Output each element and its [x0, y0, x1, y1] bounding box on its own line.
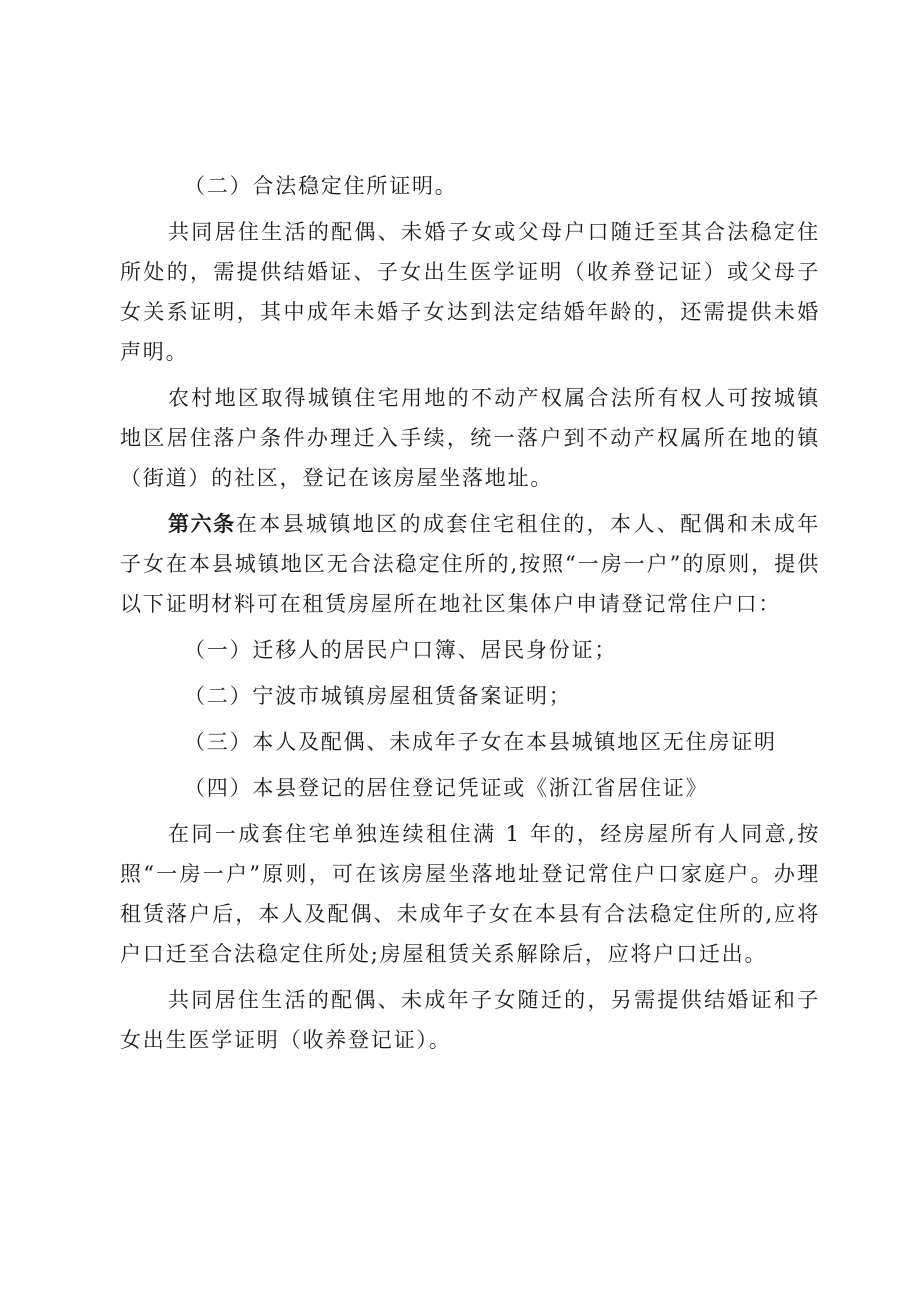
paragraph-legal-residence-proof [120, 166, 820, 206]
article-heading: 第六条 [168, 512, 236, 536]
paragraph-text: 农村地区取得城镇住宅用地的不动产权属合法所有权人可按城镇地区居住落户条件办理迁入手续，统一落户到不动产权属所在地的镇（街道）的社区，登记在该房屋坐落地址。 [120, 386, 820, 490]
paragraph-text: 共同居住生活的配偶、未婚子女或父母户口随迁至其合法稳定住所处的，需提供结婚证、子女出生医学证明（收养登记证）或父母子女关系证明，其中成年未婚子女达到法定结婚年龄的，还需提供未婚声明。 [120, 220, 820, 364]
paragraph-text: （一）迁移人的居民户口簿、居民身份证； [184, 638, 618, 662]
paragraph-text: 共同居住生活的配偶、未成年子女随迁的，另需提供结婚证和子女出生医学证明（收养登记证）。 [120, 988, 820, 1052]
paragraph-rental-one-year [120, 814, 820, 974]
document-body [120, 166, 820, 1066]
paragraph-article-six [120, 504, 820, 624]
paragraph-text: （二）合法稳定住所证明。 [184, 174, 458, 198]
list-item [120, 768, 820, 808]
paragraph-text: 在本县城镇地区的成套住宅租住的，本人、配偶和未成年子女在本县城镇地区无合法稳定住所的,按照“一房一户”的原则，提供以下证明材料可在租赁房屋所在地社区集体户申请登记常住户口： [120, 512, 821, 616]
paragraph-text: 在同一成套住宅单独连续租住满 1 年的，经房屋所有人同意,按照“一房一户”原则，可在该房屋坐落地址登记常住户口家庭户。办理租赁落户后，本人及配偶、未成年子女在本县有合法稳定住所的,应将户口迁至合法稳定住所处;房屋租赁关系解除后，应将户口迁出。 [120, 822, 820, 966]
paragraph-text: （三）本人及配偶、未成年子女在本县城镇地区无住房证明 [184, 730, 777, 754]
list-item [120, 722, 820, 762]
paragraph-text: （二）宁波市城镇房屋租赁备案证明； [184, 684, 572, 708]
paragraph-text: （四）本县登记的居住登记凭证或《浙江省居住证》 [184, 776, 709, 800]
paragraph-accompanying-family [120, 980, 820, 1060]
paragraph-cohabiting-family [120, 212, 820, 372]
list-item [120, 630, 820, 670]
paragraph-rural-owner [120, 378, 820, 498]
list-item [120, 676, 820, 716]
